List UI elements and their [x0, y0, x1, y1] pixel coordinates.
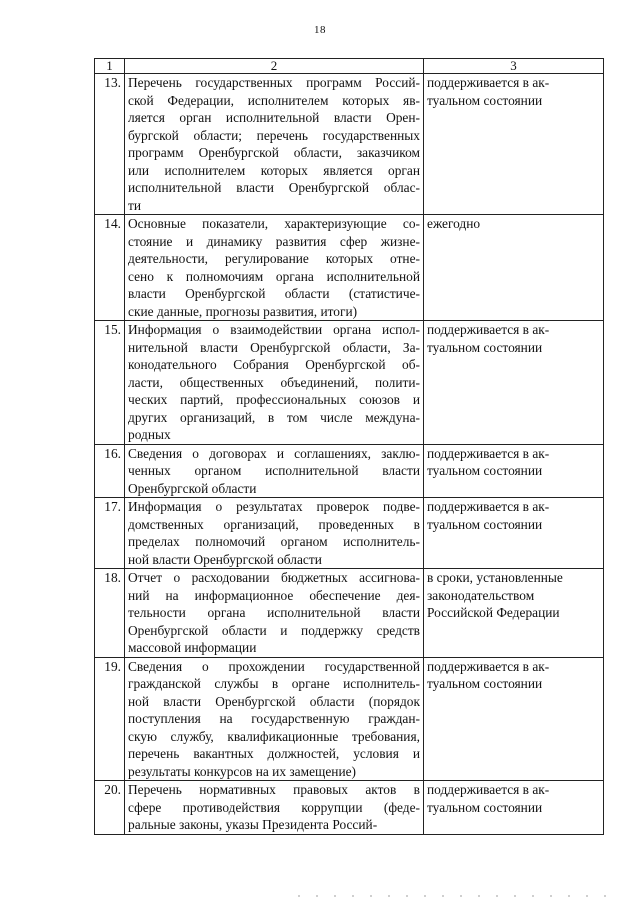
- frequency-line: туальном состоянии: [427, 92, 543, 108]
- description-line: ченных органом исполнительной власти: [128, 463, 420, 478]
- description-line: Перечень государственных программ Россий-: [128, 75, 420, 90]
- description-line: Информация о результатах проверок подве-: [128, 499, 420, 514]
- row-number: 17.: [95, 498, 125, 569]
- description-line: сфере противодействия коррупции (феде-: [128, 799, 420, 815]
- page-number: 18: [314, 24, 326, 36]
- row-description: [125, 569, 424, 658]
- description-line: или исполнителем которых является орган: [128, 162, 420, 178]
- row-number: 18.: [95, 569, 125, 658]
- row-description: [125, 781, 424, 835]
- description-line: программ Оренбургской области, заказчиком: [128, 145, 420, 160]
- description-line: ний на информационное обеспечение дея-: [128, 587, 420, 603]
- frequency-line: туальном состоянии: [427, 463, 543, 478]
- row-frequency: [424, 444, 604, 498]
- description-line: исполнительной власти Оренбургской облас-: [128, 180, 420, 195]
- row-number: 19.: [95, 657, 125, 781]
- info-table: [94, 58, 604, 835]
- description-line: ральные законы, указы Президента Россий-: [128, 817, 378, 832]
- row-frequency: [424, 321, 604, 445]
- description-line: скую службу, квалификационные требования,: [128, 728, 420, 744]
- description-line: конодательного Собрания Оренбургской об-: [128, 357, 420, 372]
- frequency-line: поддерживается в ак-: [427, 499, 550, 514]
- description-line: ской Федерации, исполнителем которых яв-: [128, 92, 420, 108]
- description-line: результаты конкурсов на их замещение): [128, 763, 357, 779]
- description-line: Основные показатели, характеризующие со-: [128, 216, 420, 231]
- description-line: домственных организаций, проведенных в: [128, 516, 420, 532]
- description-line: Информация о взаимодействии органа испол-: [128, 322, 420, 337]
- description-line: Перечень нормативных правовых актов в: [128, 782, 420, 797]
- frequency-line: туальном состоянии: [427, 339, 543, 355]
- table-row: [95, 444, 604, 498]
- row-frequency: [424, 498, 604, 569]
- frequency-line: Российской Федерации: [427, 605, 560, 620]
- description-line: нительной власти Оренбургской области, За-: [128, 339, 420, 355]
- frequency-line: поддерживается в ак-: [427, 658, 550, 674]
- table-row: [95, 215, 604, 321]
- description-line: ласти, общественных объединений, полити-: [128, 374, 420, 390]
- frequency-line: законодательством: [427, 587, 535, 603]
- table-row: [95, 657, 604, 781]
- description-line: стояние и динамику развития сфер жизне-: [128, 233, 420, 249]
- frequency-line: туальном состоянии: [427, 676, 543, 691]
- description-line: массовой информации: [128, 640, 257, 655]
- description-line: ляется орган исполнительной власти Орен-: [128, 110, 420, 125]
- description-line: Отчет о расходовании бюджетных ассигнова-: [128, 570, 420, 585]
- row-number: 14.: [95, 215, 125, 321]
- row-description: [125, 215, 424, 321]
- frequency-line: ежегодно: [427, 216, 481, 231]
- description-line: сено к полномочиям органа исполнительной: [128, 268, 420, 284]
- description-line: Оренбургской области: [128, 480, 257, 496]
- frequency-line: в сроки, установленные: [427, 570, 563, 585]
- description-line: Оренбургской области и поддержку средств: [128, 622, 420, 638]
- description-line: Сведения о прохождении государственной: [128, 658, 420, 674]
- row-description: [125, 321, 424, 445]
- table-row: [95, 74, 604, 215]
- frequency-line: поддерживается в ак-: [427, 782, 550, 797]
- row-frequency: [424, 74, 604, 215]
- table-header: [95, 59, 604, 74]
- description-line: ческих партий, профессиональных союзов и: [128, 392, 420, 407]
- row-frequency: [424, 215, 604, 321]
- table-row: [95, 498, 604, 569]
- row-number: 13.: [95, 74, 125, 215]
- row-number: 20.: [95, 781, 125, 835]
- row-frequency: [424, 781, 604, 835]
- frequency-line: туальном состоянии: [427, 516, 543, 532]
- description-line: ти: [128, 197, 142, 213]
- row-description: [125, 657, 424, 781]
- description-line: родных: [128, 427, 171, 442]
- description-line: ские данные, прогнозы развития, итоги): [128, 303, 358, 319]
- description-line: деятельности, регулирование которых отне-: [128, 251, 420, 266]
- frequency-line: туальном состоянии: [427, 799, 543, 815]
- description-line: ной власти Оренбургской области: [128, 551, 322, 567]
- row-number: 16.: [95, 444, 125, 498]
- row-description: [125, 444, 424, 498]
- description-line: власти Оренбургской области (статистиче-: [128, 286, 420, 301]
- scan-artifact-marks: [290, 894, 610, 898]
- frequency-line: поддерживается в ак-: [427, 322, 550, 337]
- description-line: перечень вакантных должностей, условия и: [128, 746, 420, 761]
- description-line: пределах полномочий органом исполнитель-: [128, 534, 420, 549]
- row-frequency: [424, 569, 604, 658]
- frequency-line: поддерживается в ак-: [427, 75, 550, 90]
- header-row: [95, 59, 604, 74]
- row-number: 15.: [95, 321, 125, 445]
- row-description: [125, 74, 424, 215]
- description-line: гражданской службы в органе исполнитель-: [128, 676, 420, 691]
- description-line: ной власти Оренбургской области (порядок: [128, 693, 420, 709]
- header-col-2: 2: [125, 59, 424, 74]
- row-frequency: [424, 657, 604, 781]
- description-line: бургской области; перечень государственных: [128, 127, 420, 143]
- description-line: поступления на государственную граждан-: [128, 711, 420, 726]
- description-line: тельности органа исполнительной власти: [128, 605, 420, 620]
- description-line: других организаций, в том числе междуна-: [128, 409, 420, 425]
- header-col-1: 1: [95, 59, 125, 74]
- table-body: [95, 74, 604, 835]
- table-row: [95, 321, 604, 445]
- frequency-line: поддерживается в ак-: [427, 445, 550, 461]
- table-row: [95, 569, 604, 658]
- description-line: Сведения о договорах и соглашениях, заклю-: [128, 445, 420, 461]
- table-row: [95, 781, 604, 835]
- row-description: [125, 498, 424, 569]
- header-col-3: 3: [424, 59, 604, 74]
